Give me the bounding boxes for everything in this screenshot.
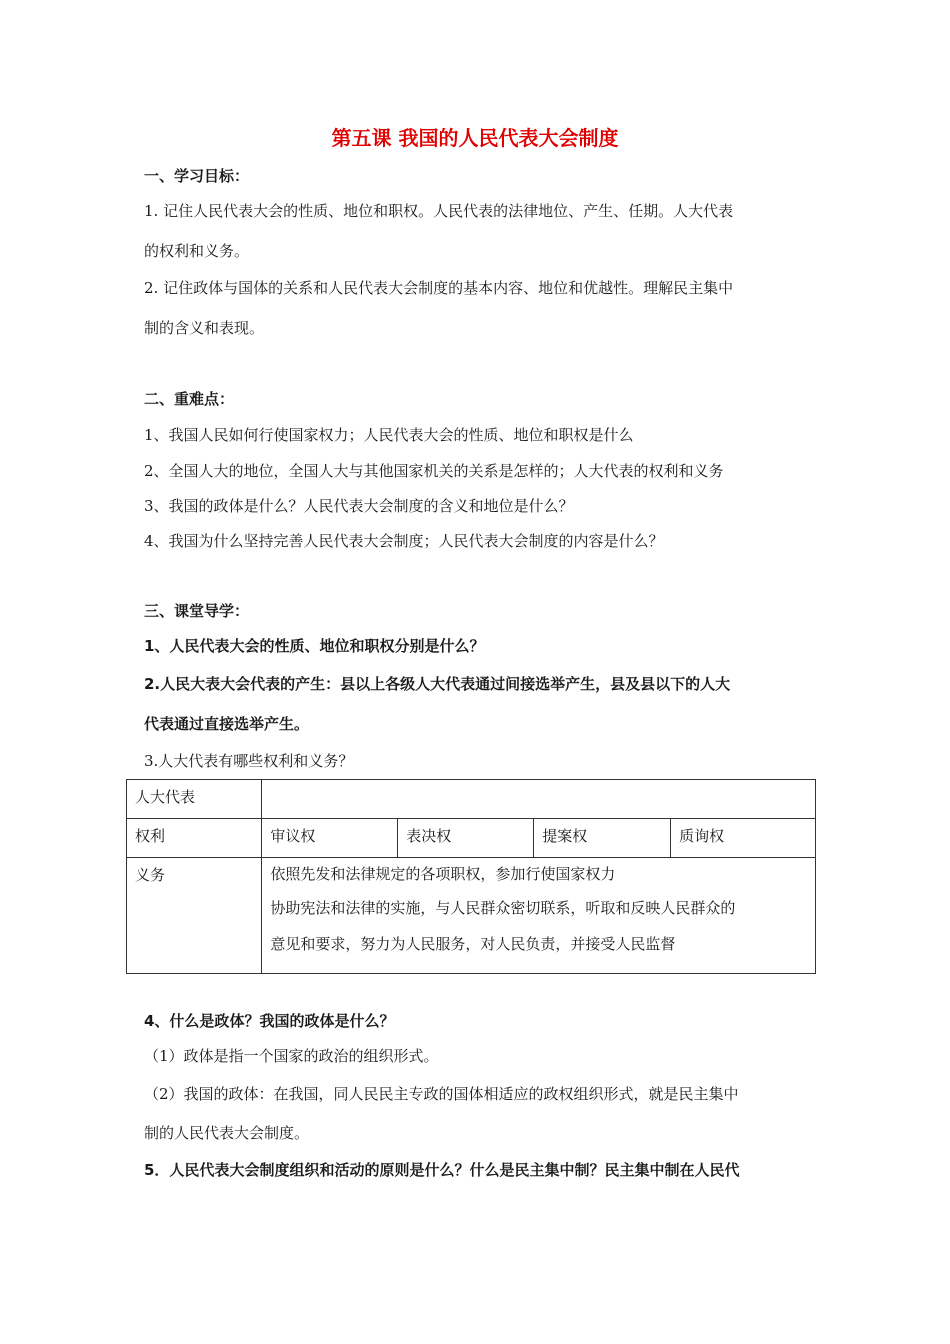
- question-5: 5．人民代表大会制度组织和活动的原则是什么？什么是民主集中制？民主集中制在人民代: [144, 1161, 740, 1179]
- table-cell-right: 审议权: [262, 819, 398, 858]
- question-2-line2: 代表通过直接选举产生。: [144, 715, 310, 733]
- table-row: [127, 780, 816, 819]
- section2-heading: 二、重难点：: [144, 390, 235, 408]
- goal-item-2-line2: 制的含义和表现。: [144, 319, 265, 337]
- table-cell-duties: [262, 858, 816, 974]
- duty-line: 依照先发和法律规定的各项职权，参加行使国家权力: [270, 865, 616, 883]
- table-cell-label: 人大代表: [127, 780, 262, 819]
- table-cell-empty: [262, 780, 816, 819]
- table-cell-right: 表决权: [398, 819, 534, 858]
- table-row: [127, 858, 816, 974]
- question-4: 4、什么是政体？我国的政体是什么？: [144, 1012, 395, 1030]
- table-cell-label: 义务: [127, 858, 262, 974]
- table-row: [127, 819, 816, 858]
- question-3: 3.人大代表有哪些权利和义务？: [144, 752, 354, 770]
- duty-line: 协助宪法和法律的实施，与人民群众密切联系，听取和反映人民群众的: [270, 899, 736, 917]
- goal-item-2-line1: 2. 记住政体与国体的关系和人民代表大会制度的基本内容、地位和优越性。理解民主集中: [144, 279, 734, 297]
- answer-4-2-line2: 制的人民代表大会制度。: [144, 1124, 310, 1142]
- answer-4-1: （1）政体是指一个国家的政治的组织形式。: [144, 1047, 439, 1065]
- rights-duties-table: [126, 779, 816, 974]
- table-cell-label: 权利: [127, 819, 262, 858]
- goal-item-1-line1: 1. 记住人民代表大会的性质、地位和职权。人民代表的法律地位、产生、任期。人大代表: [144, 202, 734, 220]
- table-cell-right: 质询权: [671, 819, 816, 858]
- table-cell-right: 提案权: [534, 819, 671, 858]
- key-point-2: 2、全国人大的地位，全国人大与其他国家机关的关系是怎样的；人大代表的权利和义务: [144, 462, 724, 480]
- key-point-1: 1、我国人民如何行使国家权力；人民代表大会的性质、地位和职权是什么: [144, 426, 634, 444]
- lesson-title: 第五课 我国的人民代表大会制度: [331, 126, 619, 150]
- question-2-line1: 2.人民大表大会代表的产生：县以上各级人大代表通过间接选举产生，县及县以下的人大: [144, 675, 731, 693]
- key-point-4: 4、我国为什么坚持完善人民代表大会制度；人民代表大会制度的内容是什么？: [144, 532, 664, 550]
- answer-4-2-line1: （2）我国的政体：在我国，同人民民主专政的国体相适应的政权组织形式，就是民主集中: [144, 1085, 739, 1103]
- section1-heading: 一、学习目标：: [144, 167, 250, 185]
- question-1: 1、人民代表大会的性质、地位和职权分别是什么？: [144, 637, 485, 655]
- goal-item-1-line2: 的权利和义务。: [144, 242, 250, 260]
- duty-line: 意见和要求，努力为人民服务，对人民负责，并接受人民监督: [270, 935, 676, 953]
- key-point-3: 3、我国的政体是什么？人民代表大会制度的含义和地位是什么？: [144, 497, 574, 515]
- section3-heading: 三、课堂导学：: [144, 602, 250, 620]
